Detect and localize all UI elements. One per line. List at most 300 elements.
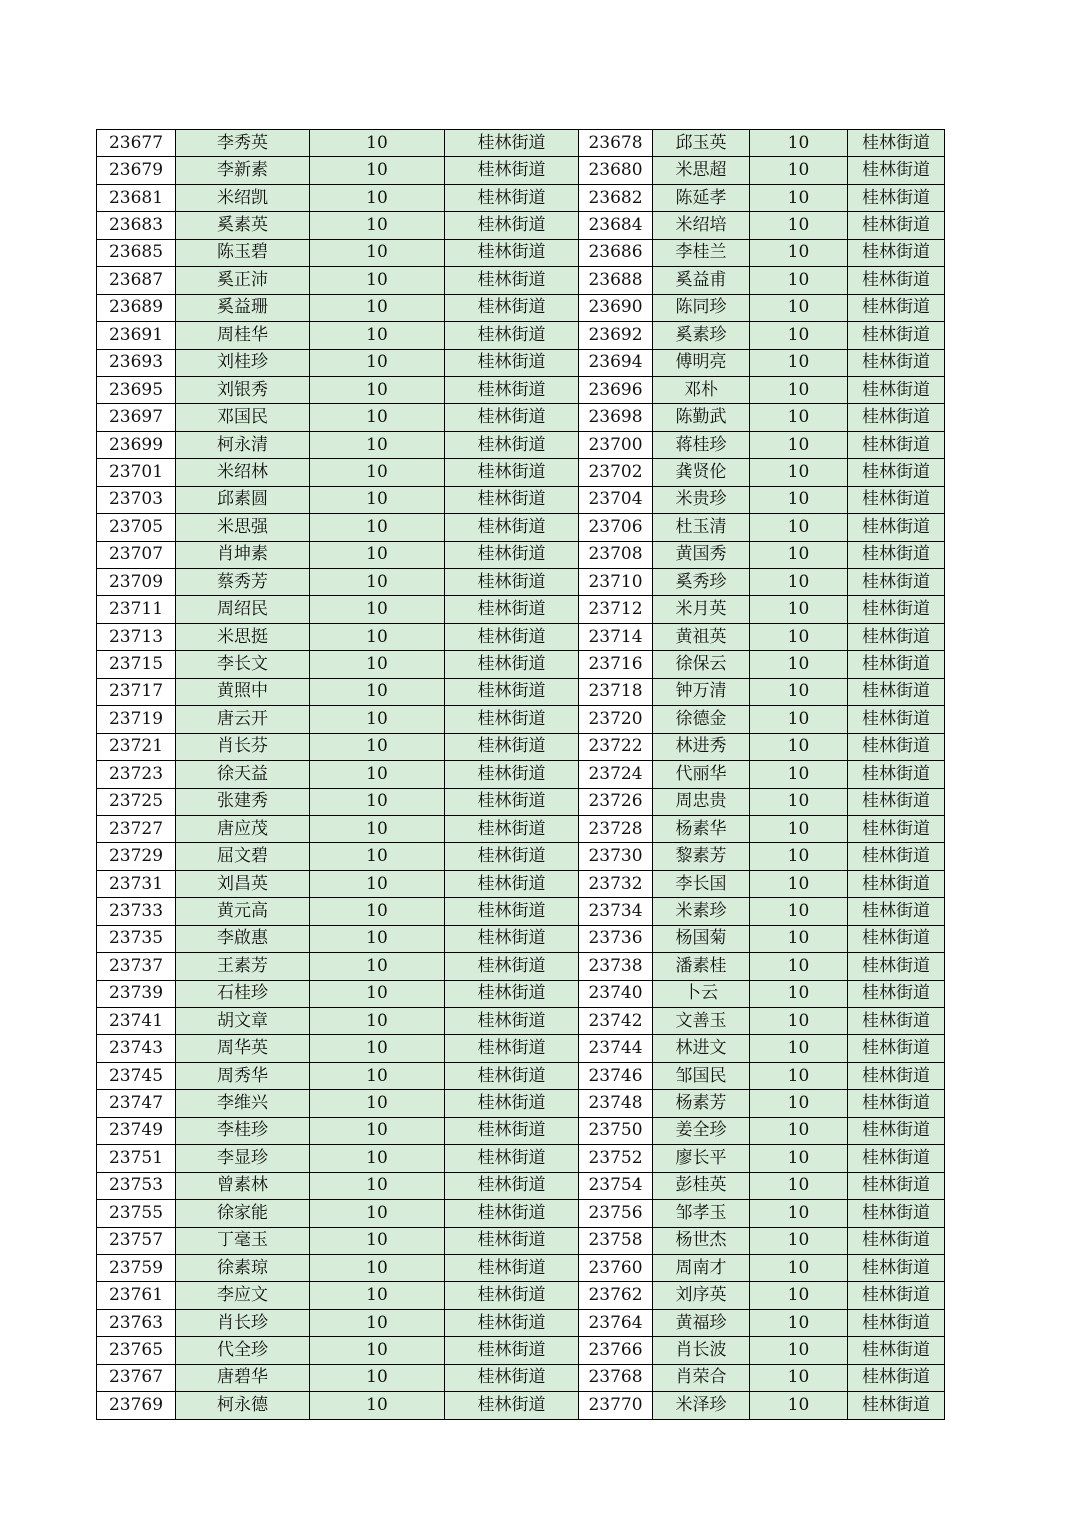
table-row bbox=[97, 651, 945, 678]
right-id-cell: 23744 bbox=[579, 1035, 653, 1062]
table-row bbox=[97, 733, 945, 760]
right-amount-cell: 10 bbox=[750, 980, 848, 1007]
left-id-cell: 23743 bbox=[97, 1035, 176, 1062]
left-area-cell: 桂林街道 bbox=[445, 623, 579, 650]
right-id-cell: 23734 bbox=[579, 898, 653, 925]
right-name-cell: 邹孝玉 bbox=[653, 1200, 750, 1227]
left-id-cell: 23759 bbox=[97, 1254, 176, 1281]
right-id-cell: 23696 bbox=[579, 376, 653, 403]
right-amount-cell: 10 bbox=[750, 1172, 848, 1199]
left-amount-cell: 10 bbox=[310, 1062, 445, 1089]
left-amount-cell: 10 bbox=[310, 1254, 445, 1281]
right-name-cell: 林进文 bbox=[653, 1035, 750, 1062]
right-area-cell: 桂林街道 bbox=[848, 294, 945, 321]
right-name-cell: 邹国民 bbox=[653, 1062, 750, 1089]
left-amount-cell: 10 bbox=[310, 349, 445, 376]
left-amount-cell: 10 bbox=[310, 514, 445, 541]
right-amount-cell: 10 bbox=[750, 623, 848, 650]
left-amount-cell: 10 bbox=[310, 1145, 445, 1172]
table-row bbox=[97, 1254, 945, 1281]
right-name-cell: 林进秀 bbox=[653, 733, 750, 760]
right-id-cell: 23706 bbox=[579, 514, 653, 541]
right-name-cell: 邓朴 bbox=[653, 376, 750, 403]
right-area-cell: 桂林街道 bbox=[848, 706, 945, 733]
right-amount-cell: 10 bbox=[750, 706, 848, 733]
right-id-cell: 23724 bbox=[579, 761, 653, 788]
left-amount-cell: 10 bbox=[310, 1309, 445, 1336]
left-area-cell: 桂林街道 bbox=[445, 431, 579, 458]
left-id-cell: 23711 bbox=[97, 596, 176, 623]
left-area-cell: 桂林街道 bbox=[445, 1364, 579, 1391]
right-amount-cell: 10 bbox=[750, 1035, 848, 1062]
table-row bbox=[97, 376, 945, 403]
right-amount-cell: 10 bbox=[750, 1227, 848, 1254]
left-amount-cell: 10 bbox=[310, 1008, 445, 1035]
right-amount-cell: 10 bbox=[750, 925, 848, 952]
left-name-cell: 蔡秀芳 bbox=[176, 569, 310, 596]
right-amount-cell: 10 bbox=[750, 1200, 848, 1227]
left-name-cell: 周桂华 bbox=[176, 322, 310, 349]
right-id-cell: 23684 bbox=[579, 212, 653, 239]
right-name-cell: 米绍培 bbox=[653, 212, 750, 239]
left-name-cell: 邱素圆 bbox=[176, 486, 310, 513]
left-area-cell: 桂林街道 bbox=[445, 322, 579, 349]
right-area-cell: 桂林街道 bbox=[848, 1337, 945, 1364]
right-amount-cell: 10 bbox=[750, 815, 848, 842]
right-area-cell: 桂林街道 bbox=[848, 404, 945, 431]
left-amount-cell: 10 bbox=[310, 1172, 445, 1199]
left-name-cell: 肖长珍 bbox=[176, 1309, 310, 1336]
left-area-cell: 桂林街道 bbox=[445, 157, 579, 184]
right-amount-cell: 10 bbox=[750, 1254, 848, 1281]
left-area-cell: 桂林街道 bbox=[445, 541, 579, 568]
left-name-cell: 屈文碧 bbox=[176, 843, 310, 870]
right-name-cell: 邱玉英 bbox=[653, 130, 750, 157]
right-area-cell: 桂林街道 bbox=[848, 239, 945, 266]
left-amount-cell: 10 bbox=[310, 569, 445, 596]
right-area-cell: 桂林街道 bbox=[848, 1008, 945, 1035]
left-area-cell: 桂林街道 bbox=[445, 761, 579, 788]
right-area-cell: 桂林街道 bbox=[848, 1145, 945, 1172]
right-area-cell: 桂林街道 bbox=[848, 870, 945, 897]
right-area-cell: 桂林街道 bbox=[848, 898, 945, 925]
right-area-cell: 桂林街道 bbox=[848, 349, 945, 376]
left-amount-cell: 10 bbox=[310, 788, 445, 815]
left-id-cell: 23741 bbox=[97, 1008, 176, 1035]
right-area-cell: 桂林街道 bbox=[848, 1117, 945, 1144]
right-amount-cell: 10 bbox=[750, 1364, 848, 1391]
table-row bbox=[97, 623, 945, 650]
left-amount-cell: 10 bbox=[310, 1282, 445, 1309]
right-id-cell: 23718 bbox=[579, 678, 653, 705]
right-area-cell: 桂林街道 bbox=[848, 184, 945, 211]
left-amount-cell: 10 bbox=[310, 596, 445, 623]
right-amount-cell: 10 bbox=[750, 1392, 848, 1419]
right-area-cell: 桂林街道 bbox=[848, 1035, 945, 1062]
right-amount-cell: 10 bbox=[750, 596, 848, 623]
table-row bbox=[97, 1062, 945, 1089]
left-id-cell: 23721 bbox=[97, 733, 176, 760]
right-amount-cell: 10 bbox=[750, 733, 848, 760]
right-id-cell: 23722 bbox=[579, 733, 653, 760]
right-name-cell: 黄祖英 bbox=[653, 623, 750, 650]
left-id-cell: 23723 bbox=[97, 761, 176, 788]
left-id-cell: 23745 bbox=[97, 1062, 176, 1089]
right-id-cell: 23752 bbox=[579, 1145, 653, 1172]
right-name-cell: 米思超 bbox=[653, 157, 750, 184]
right-amount-cell: 10 bbox=[750, 349, 848, 376]
left-area-cell: 桂林街道 bbox=[445, 1172, 579, 1199]
left-name-cell: 黄照中 bbox=[176, 678, 310, 705]
left-name-cell: 徐天益 bbox=[176, 761, 310, 788]
right-area-cell: 桂林街道 bbox=[848, 514, 945, 541]
right-id-cell: 23760 bbox=[579, 1254, 653, 1281]
left-area-cell: 桂林街道 bbox=[445, 678, 579, 705]
right-name-cell: 米素珍 bbox=[653, 898, 750, 925]
right-area-cell: 桂林街道 bbox=[848, 1172, 945, 1199]
right-id-cell: 23714 bbox=[579, 623, 653, 650]
left-amount-cell: 10 bbox=[310, 130, 445, 157]
left-id-cell: 23685 bbox=[97, 239, 176, 266]
left-area-cell: 桂林街道 bbox=[445, 1117, 579, 1144]
right-amount-cell: 10 bbox=[750, 157, 848, 184]
left-amount-cell: 10 bbox=[310, 1337, 445, 1364]
left-id-cell: 23769 bbox=[97, 1392, 176, 1419]
right-id-cell: 23768 bbox=[579, 1364, 653, 1391]
left-name-cell: 米思强 bbox=[176, 514, 310, 541]
right-name-cell: 米月英 bbox=[653, 596, 750, 623]
right-id-cell: 23692 bbox=[579, 322, 653, 349]
right-area-cell: 桂林街道 bbox=[848, 1062, 945, 1089]
left-area-cell: 桂林街道 bbox=[445, 1062, 579, 1089]
right-name-cell: 米贵珍 bbox=[653, 486, 750, 513]
table-row bbox=[97, 1337, 945, 1364]
left-area-cell: 桂林街道 bbox=[445, 459, 579, 486]
left-name-cell: 陈玉碧 bbox=[176, 239, 310, 266]
left-id-cell: 23739 bbox=[97, 980, 176, 1007]
right-area-cell: 桂林街道 bbox=[848, 788, 945, 815]
right-area-cell: 桂林街道 bbox=[848, 1254, 945, 1281]
left-amount-cell: 10 bbox=[310, 184, 445, 211]
right-amount-cell: 10 bbox=[750, 322, 848, 349]
left-id-cell: 23735 bbox=[97, 925, 176, 952]
table-row bbox=[97, 1309, 945, 1336]
left-area-cell: 桂林街道 bbox=[445, 294, 579, 321]
right-name-cell: 龚贤伦 bbox=[653, 459, 750, 486]
right-amount-cell: 10 bbox=[750, 486, 848, 513]
right-area-cell: 桂林街道 bbox=[848, 1309, 945, 1336]
left-id-cell: 23729 bbox=[97, 843, 176, 870]
left-area-cell: 桂林街道 bbox=[445, 404, 579, 431]
left-id-cell: 23707 bbox=[97, 541, 176, 568]
left-name-cell: 奚正沛 bbox=[176, 267, 310, 294]
left-area-cell: 桂林街道 bbox=[445, 267, 579, 294]
right-amount-cell: 10 bbox=[750, 1337, 848, 1364]
table-row bbox=[97, 596, 945, 623]
right-id-cell: 23738 bbox=[579, 953, 653, 980]
left-id-cell: 23725 bbox=[97, 788, 176, 815]
right-name-cell: 黄国秀 bbox=[653, 541, 750, 568]
left-area-cell: 桂林街道 bbox=[445, 1145, 579, 1172]
left-area-cell: 桂林街道 bbox=[445, 1090, 579, 1117]
left-name-cell: 丁毫玉 bbox=[176, 1227, 310, 1254]
table-row bbox=[97, 267, 945, 294]
left-name-cell: 刘桂珍 bbox=[176, 349, 310, 376]
left-id-cell: 23681 bbox=[97, 184, 176, 211]
right-id-cell: 23694 bbox=[579, 349, 653, 376]
left-area-cell: 桂林街道 bbox=[445, 953, 579, 980]
right-amount-cell: 10 bbox=[750, 953, 848, 980]
right-amount-cell: 10 bbox=[750, 898, 848, 925]
right-area-cell: 桂林街道 bbox=[848, 651, 945, 678]
table-row bbox=[97, 1227, 945, 1254]
right-id-cell: 23754 bbox=[579, 1172, 653, 1199]
right-area-cell: 桂林街道 bbox=[848, 843, 945, 870]
right-id-cell: 23728 bbox=[579, 815, 653, 842]
left-amount-cell: 10 bbox=[310, 870, 445, 897]
table-row bbox=[97, 404, 945, 431]
right-name-cell: 姜全珍 bbox=[653, 1117, 750, 1144]
right-name-cell: 杨素华 bbox=[653, 815, 750, 842]
left-name-cell: 唐碧华 bbox=[176, 1364, 310, 1391]
left-area-cell: 桂林街道 bbox=[445, 1035, 579, 1062]
left-id-cell: 23705 bbox=[97, 514, 176, 541]
left-id-cell: 23697 bbox=[97, 404, 176, 431]
left-name-cell: 奚益珊 bbox=[176, 294, 310, 321]
right-area-cell: 桂林街道 bbox=[848, 1364, 945, 1391]
right-id-cell: 23710 bbox=[579, 569, 653, 596]
left-area-cell: 桂林街道 bbox=[445, 870, 579, 897]
table-row bbox=[97, 541, 945, 568]
left-area-cell: 桂林街道 bbox=[445, 184, 579, 211]
right-amount-cell: 10 bbox=[750, 541, 848, 568]
right-name-cell: 杜玉清 bbox=[653, 514, 750, 541]
left-name-cell: 曾素林 bbox=[176, 1172, 310, 1199]
left-id-cell: 23679 bbox=[97, 157, 176, 184]
left-id-cell: 23689 bbox=[97, 294, 176, 321]
right-name-cell: 彭桂英 bbox=[653, 1172, 750, 1199]
right-name-cell: 奚秀珍 bbox=[653, 569, 750, 596]
right-area-cell: 桂林街道 bbox=[848, 157, 945, 184]
right-name-cell: 李长国 bbox=[653, 870, 750, 897]
right-id-cell: 23678 bbox=[579, 130, 653, 157]
table-row bbox=[97, 514, 945, 541]
right-area-cell: 桂林街道 bbox=[848, 678, 945, 705]
right-area-cell: 桂林街道 bbox=[848, 431, 945, 458]
right-id-cell: 23762 bbox=[579, 1282, 653, 1309]
table-row bbox=[97, 1364, 945, 1391]
left-amount-cell: 10 bbox=[310, 212, 445, 239]
left-id-cell: 23757 bbox=[97, 1227, 176, 1254]
right-area-cell: 桂林街道 bbox=[848, 486, 945, 513]
left-name-cell: 米绍凯 bbox=[176, 184, 310, 211]
left-name-cell: 李维兴 bbox=[176, 1090, 310, 1117]
left-name-cell: 米绍林 bbox=[176, 459, 310, 486]
left-area-cell: 桂林街道 bbox=[445, 1200, 579, 1227]
left-area-cell: 桂林街道 bbox=[445, 1008, 579, 1035]
left-area-cell: 桂林街道 bbox=[445, 843, 579, 870]
left-name-cell: 柯永德 bbox=[176, 1392, 310, 1419]
right-amount-cell: 10 bbox=[750, 1282, 848, 1309]
right-name-cell: 刘序英 bbox=[653, 1282, 750, 1309]
left-area-cell: 桂林街道 bbox=[445, 925, 579, 952]
right-amount-cell: 10 bbox=[750, 1145, 848, 1172]
table-row bbox=[97, 212, 945, 239]
left-name-cell: 刘昌英 bbox=[176, 870, 310, 897]
left-area-cell: 桂林街道 bbox=[445, 514, 579, 541]
right-name-cell: 代丽华 bbox=[653, 761, 750, 788]
left-id-cell: 23687 bbox=[97, 267, 176, 294]
left-name-cell: 周华英 bbox=[176, 1035, 310, 1062]
right-amount-cell: 10 bbox=[750, 761, 848, 788]
left-amount-cell: 10 bbox=[310, 706, 445, 733]
left-amount-cell: 10 bbox=[310, 1392, 445, 1419]
right-name-cell: 肖荣合 bbox=[653, 1364, 750, 1391]
table-row bbox=[97, 706, 945, 733]
left-amount-cell: 10 bbox=[310, 815, 445, 842]
table-row bbox=[97, 1145, 945, 1172]
table-row bbox=[97, 1035, 945, 1062]
right-name-cell: 徐保云 bbox=[653, 651, 750, 678]
left-name-cell: 李秀英 bbox=[176, 130, 310, 157]
right-area-cell: 桂林街道 bbox=[848, 541, 945, 568]
left-name-cell: 刘银秀 bbox=[176, 376, 310, 403]
left-amount-cell: 10 bbox=[310, 623, 445, 650]
right-name-cell: 潘素桂 bbox=[653, 953, 750, 980]
left-name-cell: 王素芳 bbox=[176, 953, 310, 980]
right-amount-cell: 10 bbox=[750, 788, 848, 815]
left-area-cell: 桂林街道 bbox=[445, 898, 579, 925]
left-area-cell: 桂林街道 bbox=[445, 486, 579, 513]
right-amount-cell: 10 bbox=[750, 1062, 848, 1089]
left-id-cell: 23715 bbox=[97, 651, 176, 678]
left-area-cell: 桂林街道 bbox=[445, 1392, 579, 1419]
right-id-cell: 23750 bbox=[579, 1117, 653, 1144]
table-row bbox=[97, 953, 945, 980]
right-amount-cell: 10 bbox=[750, 1008, 848, 1035]
left-id-cell: 23767 bbox=[97, 1364, 176, 1391]
left-id-cell: 23761 bbox=[97, 1282, 176, 1309]
left-amount-cell: 10 bbox=[310, 733, 445, 760]
left-id-cell: 23749 bbox=[97, 1117, 176, 1144]
right-name-cell: 傅明亮 bbox=[653, 349, 750, 376]
table-row bbox=[97, 870, 945, 897]
right-amount-cell: 10 bbox=[750, 1309, 848, 1336]
right-amount-cell: 10 bbox=[750, 651, 848, 678]
left-amount-cell: 10 bbox=[310, 651, 445, 678]
right-id-cell: 23746 bbox=[579, 1062, 653, 1089]
right-area-cell: 桂林街道 bbox=[848, 130, 945, 157]
left-area-cell: 桂林街道 bbox=[445, 733, 579, 760]
left-area-cell: 桂林街道 bbox=[445, 651, 579, 678]
left-id-cell: 23755 bbox=[97, 1200, 176, 1227]
table-row bbox=[97, 678, 945, 705]
right-id-cell: 23730 bbox=[579, 843, 653, 870]
left-name-cell: 徐素琼 bbox=[176, 1254, 310, 1281]
right-id-cell: 23770 bbox=[579, 1392, 653, 1419]
left-id-cell: 23717 bbox=[97, 678, 176, 705]
right-area-cell: 桂林街道 bbox=[848, 596, 945, 623]
left-name-cell: 李应文 bbox=[176, 1282, 310, 1309]
left-area-cell: 桂林街道 bbox=[445, 815, 579, 842]
left-id-cell: 23737 bbox=[97, 953, 176, 980]
left-name-cell: 李桂珍 bbox=[176, 1117, 310, 1144]
table-row bbox=[97, 843, 945, 870]
right-amount-cell: 10 bbox=[750, 130, 848, 157]
left-name-cell: 米思挺 bbox=[176, 623, 310, 650]
left-id-cell: 23719 bbox=[97, 706, 176, 733]
left-area-cell: 桂林街道 bbox=[445, 1337, 579, 1364]
right-area-cell: 桂林街道 bbox=[848, 761, 945, 788]
right-id-cell: 23712 bbox=[579, 596, 653, 623]
left-id-cell: 23747 bbox=[97, 1090, 176, 1117]
table-row bbox=[97, 1200, 945, 1227]
left-amount-cell: 10 bbox=[310, 1035, 445, 1062]
left-id-cell: 23703 bbox=[97, 486, 176, 513]
right-name-cell: 米泽珍 bbox=[653, 1392, 750, 1419]
right-area-cell: 桂林街道 bbox=[848, 1090, 945, 1117]
left-name-cell: 李啟惠 bbox=[176, 925, 310, 952]
left-id-cell: 23691 bbox=[97, 322, 176, 349]
right-area-cell: 桂林街道 bbox=[848, 376, 945, 403]
table-row bbox=[97, 1392, 945, 1419]
right-id-cell: 23702 bbox=[579, 459, 653, 486]
left-name-cell: 李新素 bbox=[176, 157, 310, 184]
roster-table-body bbox=[97, 130, 945, 1420]
left-id-cell: 23731 bbox=[97, 870, 176, 897]
right-name-cell: 杨国菊 bbox=[653, 925, 750, 952]
right-id-cell: 23686 bbox=[579, 239, 653, 266]
table-row bbox=[97, 1172, 945, 1199]
table-row bbox=[97, 459, 945, 486]
right-id-cell: 23716 bbox=[579, 651, 653, 678]
left-id-cell: 23763 bbox=[97, 1309, 176, 1336]
table-row bbox=[97, 349, 945, 376]
right-amount-cell: 10 bbox=[750, 431, 848, 458]
left-area-cell: 桂林街道 bbox=[445, 1282, 579, 1309]
right-id-cell: 23698 bbox=[579, 404, 653, 431]
left-id-cell: 23753 bbox=[97, 1172, 176, 1199]
table-row bbox=[97, 157, 945, 184]
left-id-cell: 23733 bbox=[97, 898, 176, 925]
left-name-cell: 李显珍 bbox=[176, 1145, 310, 1172]
left-id-cell: 23699 bbox=[97, 431, 176, 458]
right-amount-cell: 10 bbox=[750, 514, 848, 541]
right-amount-cell: 10 bbox=[750, 294, 848, 321]
left-area-cell: 桂林街道 bbox=[445, 569, 579, 596]
right-area-cell: 桂林街道 bbox=[848, 1282, 945, 1309]
left-amount-cell: 10 bbox=[310, 953, 445, 980]
left-name-cell: 李长文 bbox=[176, 651, 310, 678]
left-name-cell: 肖坤素 bbox=[176, 541, 310, 568]
table-row bbox=[97, 130, 945, 157]
left-amount-cell: 10 bbox=[310, 678, 445, 705]
left-area-cell: 桂林街道 bbox=[445, 349, 579, 376]
left-name-cell: 唐应茂 bbox=[176, 815, 310, 842]
left-name-cell: 石桂珍 bbox=[176, 980, 310, 1007]
right-amount-cell: 10 bbox=[750, 1090, 848, 1117]
left-amount-cell: 10 bbox=[310, 322, 445, 349]
table-row bbox=[97, 486, 945, 513]
right-amount-cell: 10 bbox=[750, 212, 848, 239]
left-area-cell: 桂林街道 bbox=[445, 980, 579, 1007]
right-amount-cell: 10 bbox=[750, 1117, 848, 1144]
left-name-cell: 唐云开 bbox=[176, 706, 310, 733]
right-amount-cell: 10 bbox=[750, 239, 848, 266]
right-name-cell: 蒋桂珍 bbox=[653, 431, 750, 458]
right-amount-cell: 10 bbox=[750, 376, 848, 403]
right-area-cell: 桂林街道 bbox=[848, 569, 945, 596]
